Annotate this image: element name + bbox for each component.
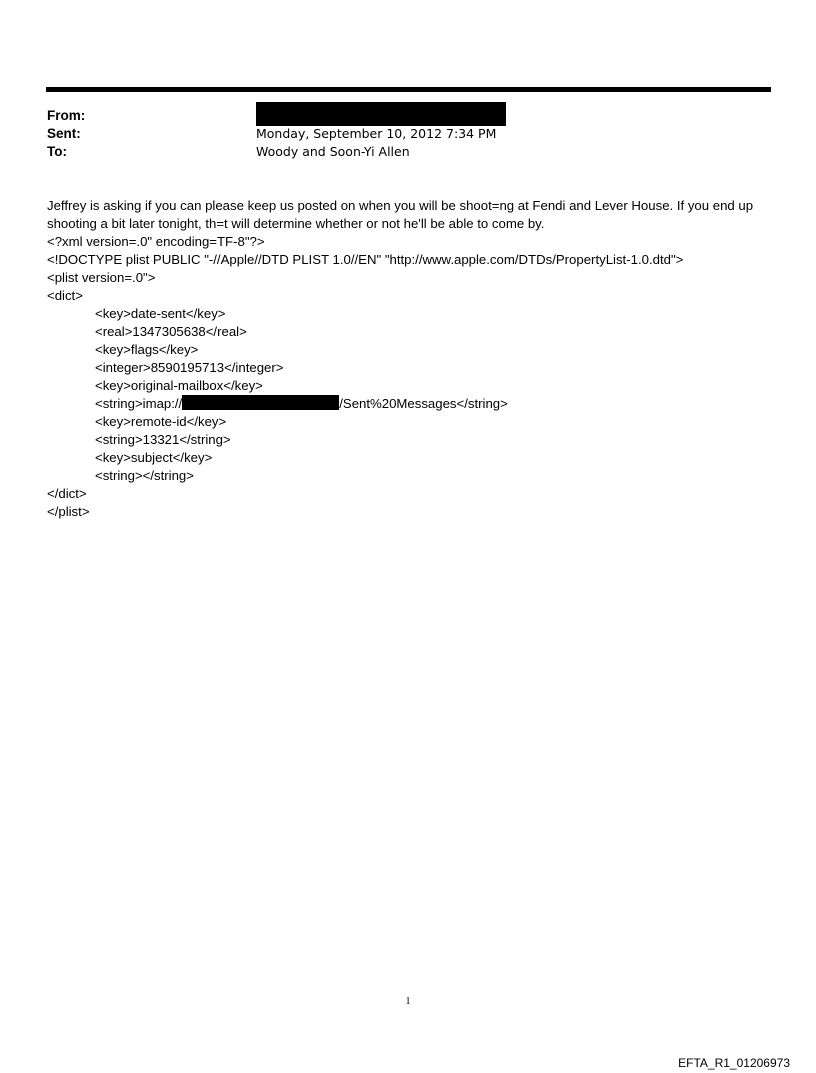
key-date-sent-line: <key>date-sent</key> [95,306,226,321]
imap-redaction [182,395,339,410]
email-header [47,107,767,161]
from-row [47,107,767,125]
dict-close-line: </dict> [47,486,87,501]
string-imap-line [47,395,772,413]
string-remote-id-line: <string>13321</string> [95,432,231,447]
message-text: Jeffrey is asking if you can please keep us posted on when you will be shoot=ng at Fendi and Lever House. If you end up shooting a bit later tonight, th=t will determine whether or not he'll be able to come by. [47,198,754,231]
from-label: From: [47,108,86,123]
imap-prefix: <string>imap:// [95,396,183,411]
header-rule [46,87,771,92]
email-body [47,197,772,521]
real-value-line: <real>1347305638</real> [95,324,247,339]
sent-row [47,125,767,143]
sent-label: Sent: [47,126,81,141]
from-redaction [256,102,506,126]
integer-value-line: <integer>8590195713</integer> [95,360,284,375]
doctype-line: <!DOCTYPE plist PUBLIC "-//Apple//DTD PLIST 1.0//EN" "http://www.apple.com/DTDs/PropertyList-1.0.dtd"> [47,252,684,267]
string-subject-line: <string></string> [95,468,194,483]
to-label: To: [47,144,67,159]
dict-open-line: <dict> [47,288,83,303]
page-number: 1 [405,996,411,1007]
key-original-mailbox-line: <key>original-mailbox</key> [95,378,263,393]
xml-declaration: <?xml version=.0" encoding=TF-8"?> [47,234,265,249]
plist-close-line: </plist> [47,504,90,519]
to-value: Woody and Soon-Yi Allen [256,144,410,159]
key-flags-line: <key>flags</key> [95,342,199,357]
imap-suffix: /Sent%20Messages</string> [339,396,508,411]
bates-number: EFTA_R1_01206973 [678,1056,790,1070]
sent-value: Monday, September 10, 2012 7:34 PM [256,126,497,141]
to-row [47,143,767,161]
key-subject-line: <key>subject</key> [95,450,213,465]
key-remote-id-line: <key>remote-id</key> [95,414,227,429]
plist-open-line: <plist version=.0"> [47,270,156,285]
